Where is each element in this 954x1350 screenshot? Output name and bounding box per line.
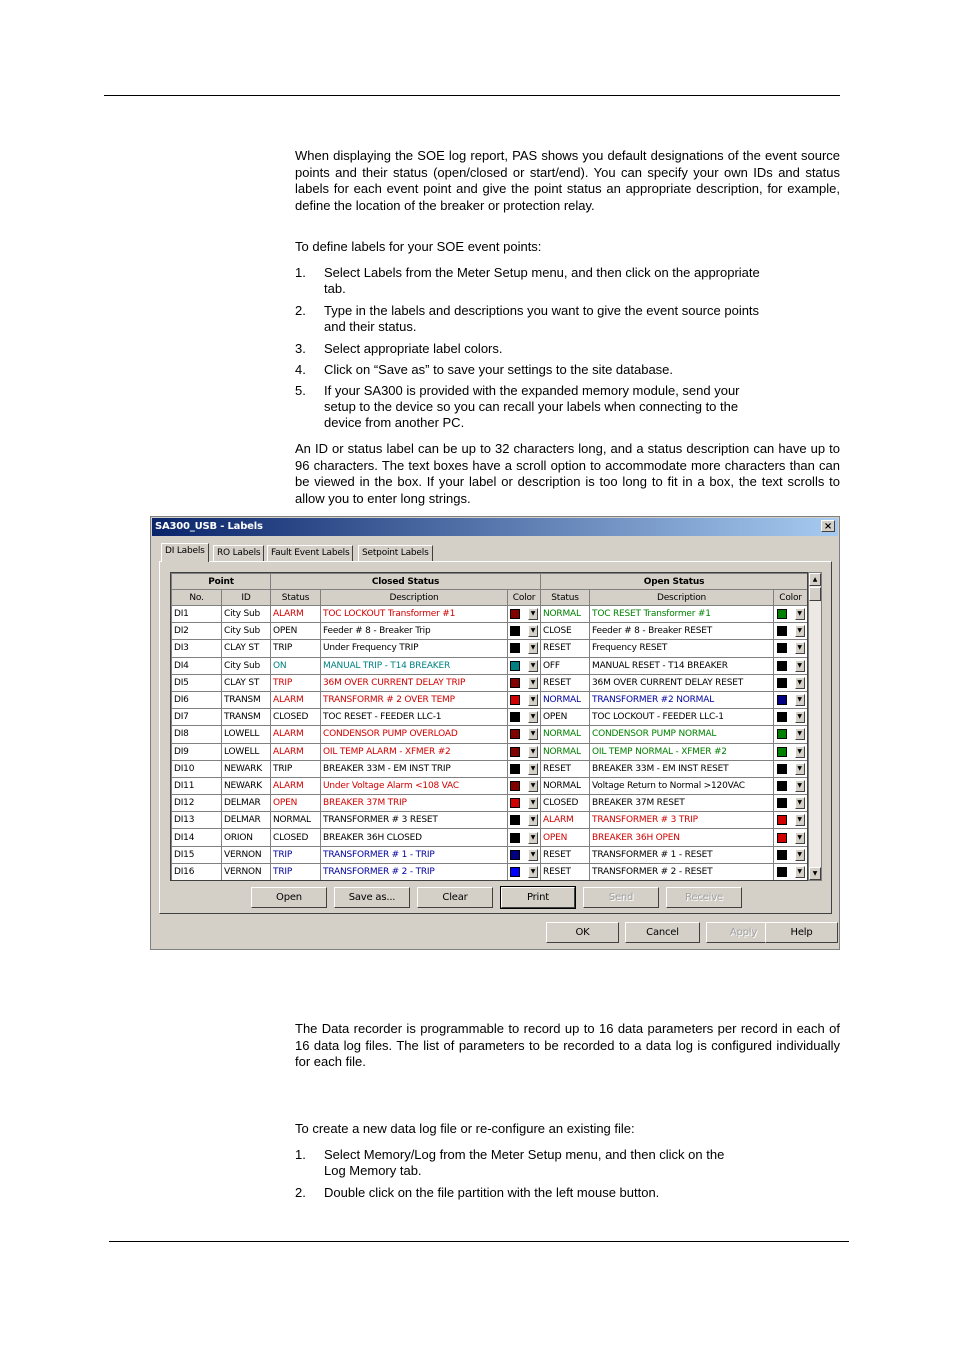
color-swatch bbox=[510, 815, 520, 825]
open-status-field[interactable]: NORMAL bbox=[541, 606, 590, 623]
table-row bbox=[172, 812, 808, 829]
point-id-field[interactable]: ORION bbox=[222, 829, 271, 846]
closed-description-field[interactable]: TRANSFORMER # 3 RESET bbox=[321, 812, 508, 829]
point-id-field[interactable]: City Sub bbox=[222, 657, 271, 674]
color-swatch bbox=[510, 729, 520, 739]
chevron-down-icon[interactable]: ▼ bbox=[795, 711, 805, 723]
color-swatch bbox=[777, 850, 787, 860]
color-swatch bbox=[510, 695, 520, 705]
closed-color-select[interactable] bbox=[508, 846, 541, 863]
open-description-field[interactable]: TOC LOCKOUT - FEEDER LLC-1 bbox=[590, 709, 774, 726]
point-no: DI12 bbox=[172, 795, 222, 812]
point-id-field[interactable]: CLAY ST bbox=[222, 640, 271, 657]
chevron-down-icon[interactable]: ▼ bbox=[795, 608, 805, 620]
chevron-down-icon[interactable]: ▼ bbox=[795, 746, 805, 758]
color-swatch bbox=[777, 747, 787, 757]
point-no: DI8 bbox=[172, 726, 222, 743]
intro-paragraph: When displaying the SOE log report, PAS shows you default designations of the event source points and their status (open/closed or start/end). You can specify your own IDs and status labels for each event point and give the point status an appropriate description, for example, define the location of the breaker or protection relay. bbox=[295, 148, 840, 213]
point-no: DI3 bbox=[172, 640, 222, 657]
closed-color-select[interactable] bbox=[508, 829, 541, 846]
point-id-field[interactable]: LOWELL bbox=[222, 726, 271, 743]
col-open-description: Description bbox=[590, 590, 774, 606]
closed-description-field[interactable]: 36M OVER CURRENT DELAY TRIP bbox=[321, 674, 508, 691]
closed-color-select[interactable] bbox=[508, 777, 541, 794]
open-status-field[interactable]: ALARM bbox=[541, 812, 590, 829]
closed-color-select[interactable] bbox=[508, 606, 541, 623]
labels-grid bbox=[170, 572, 808, 881]
color-swatch bbox=[777, 781, 787, 791]
table-row bbox=[172, 623, 808, 640]
open-description-field[interactable]: TRANSFORMER #2 NORMAL bbox=[590, 691, 774, 708]
cancel-button[interactable]: Cancel bbox=[625, 922, 700, 943]
closed-status-field[interactable]: TRIP bbox=[271, 640, 321, 657]
color-swatch bbox=[777, 729, 787, 739]
color-swatch bbox=[510, 781, 520, 791]
color-swatch bbox=[510, 747, 520, 757]
closed-color-select[interactable] bbox=[508, 863, 541, 880]
chevron-down-icon[interactable]: ▼ bbox=[528, 832, 538, 844]
open-description-field[interactable]: Voltage Return to Normal >120VAC bbox=[590, 777, 774, 794]
open-color-select[interactable] bbox=[774, 743, 808, 760]
open-color-select[interactable] bbox=[774, 777, 808, 794]
create-log-heading: To create a new data log file or re-configure an existing file: bbox=[295, 1121, 635, 1136]
table-row bbox=[172, 777, 808, 794]
table-row bbox=[172, 657, 808, 674]
closed-description-field[interactable]: TOC RESET - FEEDER LLC-1 bbox=[321, 709, 508, 726]
point-no: DI5 bbox=[172, 674, 222, 691]
closed-description-field[interactable]: BREAKER 33M - EM INST TRIP bbox=[321, 760, 508, 777]
closed-description-field[interactable]: Under Frequency TRIP bbox=[321, 640, 508, 657]
open-description-field[interactable]: TRANSFORMER # 2 - RESET bbox=[590, 863, 774, 880]
point-no: DI9 bbox=[172, 743, 222, 760]
closed-color-select[interactable] bbox=[508, 726, 541, 743]
closed-color-select[interactable] bbox=[508, 795, 541, 812]
table-row bbox=[172, 691, 808, 708]
table-row bbox=[172, 795, 808, 812]
header-rule bbox=[104, 95, 840, 96]
open-color-select[interactable] bbox=[774, 657, 808, 674]
ok-button[interactable]: OK bbox=[546, 922, 619, 943]
chevron-down-icon[interactable]: ▼ bbox=[795, 849, 805, 861]
open-description-field[interactable]: TRANSFORMER # 3 TRIP bbox=[590, 812, 774, 829]
scroll-up-icon[interactable]: ▲ bbox=[809, 573, 821, 586]
grid-body bbox=[172, 606, 808, 881]
closed-color-select[interactable] bbox=[508, 812, 541, 829]
open-color-select[interactable] bbox=[774, 640, 808, 657]
print-button[interactable]: Print bbox=[501, 887, 575, 908]
apply-button[interactable]: Apply bbox=[706, 922, 781, 943]
point-no: DI4 bbox=[172, 657, 222, 674]
open-description-field[interactable]: BREAKER 37M RESET bbox=[590, 795, 774, 812]
col-open-status: Status bbox=[541, 590, 590, 606]
point-id-field[interactable]: CLAY ST bbox=[222, 674, 271, 691]
color-swatch bbox=[510, 643, 520, 653]
color-swatch bbox=[510, 712, 520, 722]
closed-status-field[interactable]: CLOSED bbox=[271, 829, 321, 846]
closed-color-select[interactable] bbox=[508, 674, 541, 691]
closed-description-field[interactable]: MANUAL TRIP - T14 BREAKER bbox=[321, 657, 508, 674]
open-color-select[interactable] bbox=[774, 726, 808, 743]
closed-status-field[interactable]: CLOSED bbox=[271, 709, 321, 726]
point-id-field[interactable]: NEWARK bbox=[222, 777, 271, 794]
point-no: DI10 bbox=[172, 760, 222, 777]
grid-scrollbar[interactable] bbox=[808, 572, 822, 881]
closed-color-select[interactable] bbox=[508, 623, 541, 640]
color-swatch bbox=[777, 626, 787, 636]
open-status-group-header: Open Status bbox=[541, 574, 808, 590]
color-swatch bbox=[777, 833, 787, 843]
table-row bbox=[172, 674, 808, 691]
open-status-field[interactable]: NORMAL bbox=[541, 777, 590, 794]
closed-status-field[interactable]: ALARM bbox=[271, 691, 321, 708]
point-id-field[interactable]: TRANSM bbox=[222, 709, 271, 726]
define-labels-heading: To define labels for your SOE event points: bbox=[295, 239, 542, 254]
tab-ro-labels[interactable]: RO Labels bbox=[213, 545, 264, 561]
table-row bbox=[172, 726, 808, 743]
color-swatch bbox=[777, 661, 787, 671]
chevron-down-icon[interactable]: ▼ bbox=[528, 849, 538, 861]
open-button[interactable]: Open bbox=[251, 887, 327, 908]
point-no: DI16 bbox=[172, 863, 222, 880]
chevron-down-icon[interactable]: ▼ bbox=[528, 797, 538, 809]
point-id-field[interactable]: VERNON bbox=[222, 846, 271, 863]
point-no: DI13 bbox=[172, 812, 222, 829]
closed-description-field[interactable]: BREAKER 36H CLOSED bbox=[321, 829, 508, 846]
tab-fault-event-labels[interactable]: Fault Event Labels bbox=[267, 545, 353, 561]
open-status-field[interactable]: NORMAL bbox=[541, 726, 590, 743]
color-swatch bbox=[777, 867, 787, 877]
chevron-down-icon[interactable]: ▼ bbox=[528, 642, 538, 654]
chevron-down-icon[interactable]: ▼ bbox=[528, 660, 538, 672]
tab-setpoint-labels[interactable]: Setpoint Labels bbox=[358, 545, 433, 561]
col-open-color: Color bbox=[774, 590, 808, 606]
labels-dialog bbox=[150, 516, 840, 950]
chevron-down-icon[interactable]: ▼ bbox=[795, 625, 805, 637]
closed-status-field[interactable]: OPEN bbox=[271, 623, 321, 640]
point-id-field[interactable]: TRANSM bbox=[222, 691, 271, 708]
table-row bbox=[172, 640, 808, 657]
chevron-down-icon[interactable]: ▼ bbox=[528, 746, 538, 758]
open-color-select[interactable] bbox=[774, 846, 808, 863]
color-swatch bbox=[510, 764, 520, 774]
dialog-titlebar bbox=[152, 518, 838, 536]
closed-description-field[interactable]: Under Voltage Alarm <108 VAC bbox=[321, 777, 508, 794]
color-swatch bbox=[777, 678, 787, 688]
point-no: DI14 bbox=[172, 829, 222, 846]
dialog-title: SA300_USB - Labels bbox=[155, 521, 263, 532]
color-swatch bbox=[777, 609, 787, 619]
chevron-down-icon[interactable]: ▼ bbox=[795, 642, 805, 654]
limits-paragraph: An ID or status label can be up to 32 characters long, and a status description can have up to 96 characters. The text boxes have a scroll option to accommodate more characters than can be viewed in the box. If your label or description is too long to fit in a box, the text scrolls to allow you to enter long strings. bbox=[295, 441, 840, 506]
send-button[interactable]: Send bbox=[583, 887, 659, 908]
chevron-down-icon[interactable]: ▼ bbox=[795, 660, 805, 672]
closed-status-field[interactable]: TRIP bbox=[271, 760, 321, 777]
point-id-field[interactable]: LOWELL bbox=[222, 743, 271, 760]
open-color-select[interactable] bbox=[774, 863, 808, 880]
open-description-field[interactable]: Frequency RESET bbox=[590, 640, 774, 657]
color-swatch bbox=[510, 661, 520, 671]
open-description-field[interactable]: CONDENSOR PUMP NORMAL bbox=[590, 726, 774, 743]
open-color-select[interactable] bbox=[774, 760, 808, 777]
open-description-field[interactable]: 36M OVER CURRENT DELAY RESET bbox=[590, 674, 774, 691]
open-status-field[interactable]: OPEN bbox=[541, 709, 590, 726]
col-closed-status: Status bbox=[271, 590, 321, 606]
scroll-down-icon[interactable]: ▼ bbox=[809, 867, 821, 880]
open-status-field[interactable]: RESET bbox=[541, 674, 590, 691]
col-closed-description: Description bbox=[321, 590, 508, 606]
help-button[interactable]: Help bbox=[765, 922, 838, 943]
chevron-down-icon[interactable]: ▼ bbox=[528, 763, 538, 775]
open-color-select[interactable] bbox=[774, 795, 808, 812]
col-no: No. bbox=[172, 590, 222, 606]
closed-status-field[interactable]: ON bbox=[271, 657, 321, 674]
footer-rule bbox=[109, 1241, 849, 1242]
chevron-down-icon[interactable]: ▼ bbox=[795, 797, 805, 809]
open-description-field[interactable]: OIL TEMP NORMAL - XFMER #2 bbox=[590, 743, 774, 760]
closed-status-field[interactable]: TRIP bbox=[271, 863, 321, 880]
closed-description-field[interactable]: CONDENSOR PUMP OVERLOAD bbox=[321, 726, 508, 743]
point-no: DI15 bbox=[172, 846, 222, 863]
point-id-field[interactable]: VERNON bbox=[222, 863, 271, 880]
receive-button[interactable]: Receive bbox=[666, 887, 742, 908]
data-recorder-paragraph: The Data recorder is programmable to record up to 16 data parameters per record in each of 16 data log files. The list of parameters to be recorded to a data log is configured individually for each file. bbox=[295, 1021, 840, 1069]
color-swatch bbox=[777, 695, 787, 705]
chevron-down-icon[interactable]: ▼ bbox=[528, 608, 538, 620]
open-color-select[interactable] bbox=[774, 709, 808, 726]
color-swatch bbox=[777, 712, 787, 722]
point-no: DI2 bbox=[172, 623, 222, 640]
color-swatch bbox=[777, 798, 787, 808]
open-description-field[interactable]: BREAKER 36H OPEN bbox=[590, 829, 774, 846]
color-swatch bbox=[510, 833, 520, 843]
chevron-down-icon[interactable]: ▼ bbox=[528, 677, 538, 689]
open-status-field[interactable]: RESET bbox=[541, 760, 590, 777]
closed-status-field[interactable]: TRIP bbox=[271, 846, 321, 863]
color-swatch bbox=[777, 643, 787, 653]
color-swatch bbox=[777, 815, 787, 825]
closed-color-select[interactable] bbox=[508, 743, 541, 760]
table-row bbox=[172, 846, 808, 863]
open-status-field[interactable]: OPEN bbox=[541, 829, 590, 846]
table-row bbox=[172, 829, 808, 846]
closed-description-field[interactable]: TRANSFORMER # 2 - TRIP bbox=[321, 863, 508, 880]
closed-description-field[interactable]: BREAKER 37M TRIP bbox=[321, 795, 508, 812]
point-group-header: Point bbox=[172, 574, 271, 590]
chevron-down-icon[interactable]: ▼ bbox=[795, 677, 805, 689]
chevron-down-icon[interactable]: ▼ bbox=[528, 625, 538, 637]
open-status-field[interactable]: RESET bbox=[541, 640, 590, 657]
open-status-field[interactable]: CLOSE bbox=[541, 623, 590, 640]
chevron-down-icon[interactable]: ▼ bbox=[528, 814, 538, 826]
closed-status-group-header: Closed Status bbox=[271, 574, 541, 590]
closed-status-field[interactable]: ALARM bbox=[271, 777, 321, 794]
open-color-select[interactable] bbox=[774, 829, 808, 846]
open-status-field[interactable]: RESET bbox=[541, 863, 590, 880]
table-row bbox=[172, 863, 808, 880]
closed-description-field[interactable]: TRANSFORMER # 1 - TRIP bbox=[321, 846, 508, 863]
point-id-field[interactable]: City Sub bbox=[222, 623, 271, 640]
open-description-field[interactable]: TRANSFORMER # 1 - RESET bbox=[590, 846, 774, 863]
point-no: DI7 bbox=[172, 709, 222, 726]
chevron-down-icon[interactable]: ▼ bbox=[795, 866, 805, 878]
closed-description-field[interactable]: TRANSFORMR # 2 OVER TEMP bbox=[321, 691, 508, 708]
closed-status-field[interactable]: ALARM bbox=[271, 743, 321, 760]
closed-status-field[interactable]: ALARM bbox=[271, 606, 321, 623]
chevron-down-icon[interactable]: ▼ bbox=[528, 711, 538, 723]
closed-status-field[interactable]: OPEN bbox=[271, 795, 321, 812]
closed-description-field[interactable]: OIL TEMP ALARM - XFMER #2 bbox=[321, 743, 508, 760]
open-color-select[interactable] bbox=[774, 691, 808, 708]
color-swatch bbox=[510, 678, 520, 688]
open-status-field[interactable]: CLOSED bbox=[541, 795, 590, 812]
scroll-thumb[interactable] bbox=[809, 587, 821, 601]
chevron-down-icon[interactable]: ▼ bbox=[528, 866, 538, 878]
closed-status-field[interactable]: NORMAL bbox=[271, 812, 321, 829]
point-id-field[interactable]: DELMAR bbox=[222, 812, 271, 829]
color-swatch bbox=[510, 609, 520, 619]
chevron-down-icon[interactable]: ▼ bbox=[795, 694, 805, 706]
point-no: DI1 bbox=[172, 606, 222, 623]
color-swatch bbox=[510, 850, 520, 860]
closed-color-select[interactable] bbox=[508, 709, 541, 726]
chevron-down-icon[interactable]: ▼ bbox=[795, 728, 805, 740]
color-swatch bbox=[510, 867, 520, 877]
col-id: ID bbox=[222, 590, 271, 606]
open-status-field[interactable]: NORMAL bbox=[541, 743, 590, 760]
closed-color-select[interactable] bbox=[508, 657, 541, 674]
point-no: DI11 bbox=[172, 777, 222, 794]
point-id-field[interactable]: City Sub bbox=[222, 606, 271, 623]
point-id-field[interactable]: DELMAR bbox=[222, 795, 271, 812]
table-row bbox=[172, 760, 808, 777]
save-as-button[interactable]: Save as... bbox=[334, 887, 410, 908]
open-description-field[interactable]: TOC RESET Transformer #1 bbox=[590, 606, 774, 623]
tab-di-labels[interactable]: DI Labels bbox=[161, 543, 209, 562]
close-icon[interactable]: × bbox=[821, 520, 835, 532]
closed-color-select[interactable] bbox=[508, 691, 541, 708]
table-row bbox=[172, 743, 808, 760]
table-row bbox=[172, 709, 808, 726]
chevron-down-icon[interactable]: ▼ bbox=[528, 694, 538, 706]
open-status-field[interactable]: NORMAL bbox=[541, 691, 590, 708]
open-description-field[interactable]: BREAKER 33M - EM INST RESET bbox=[590, 760, 774, 777]
closed-description-field[interactable]: Feeder # 8 - Breaker Trip bbox=[321, 623, 508, 640]
open-status-field[interactable]: RESET bbox=[541, 846, 590, 863]
color-swatch bbox=[510, 626, 520, 636]
table-row bbox=[172, 606, 808, 623]
open-description-field[interactable]: MANUAL RESET - T14 BREAKER bbox=[590, 657, 774, 674]
closed-description-field[interactable]: TOC LOCKOUT Transformer #1 bbox=[321, 606, 508, 623]
chevron-down-icon[interactable]: ▼ bbox=[528, 728, 538, 740]
chevron-down-icon[interactable]: ▼ bbox=[795, 763, 805, 775]
chevron-down-icon[interactable]: ▼ bbox=[528, 780, 538, 792]
open-color-select[interactable] bbox=[774, 674, 808, 691]
closed-color-select[interactable] bbox=[508, 760, 541, 777]
open-color-select[interactable] bbox=[774, 606, 808, 623]
color-swatch bbox=[510, 798, 520, 808]
point-no: DI6 bbox=[172, 691, 222, 708]
closed-status-field[interactable]: TRIP bbox=[271, 674, 321, 691]
chevron-down-icon[interactable]: ▼ bbox=[795, 832, 805, 844]
col-closed-color: Color bbox=[508, 590, 541, 606]
color-swatch bbox=[777, 764, 787, 774]
open-color-select[interactable] bbox=[774, 623, 808, 640]
open-color-select[interactable] bbox=[774, 812, 808, 829]
open-status-field[interactable]: OFF bbox=[541, 657, 590, 674]
chevron-down-icon[interactable]: ▼ bbox=[795, 780, 805, 792]
point-id-field[interactable]: NEWARK bbox=[222, 760, 271, 777]
open-description-field[interactable]: Feeder # 8 - Breaker RESET bbox=[590, 623, 774, 640]
closed-color-select[interactable] bbox=[508, 640, 541, 657]
chevron-down-icon[interactable]: ▼ bbox=[795, 814, 805, 826]
clear-button[interactable]: Clear bbox=[417, 887, 493, 908]
closed-status-field[interactable]: ALARM bbox=[271, 726, 321, 743]
